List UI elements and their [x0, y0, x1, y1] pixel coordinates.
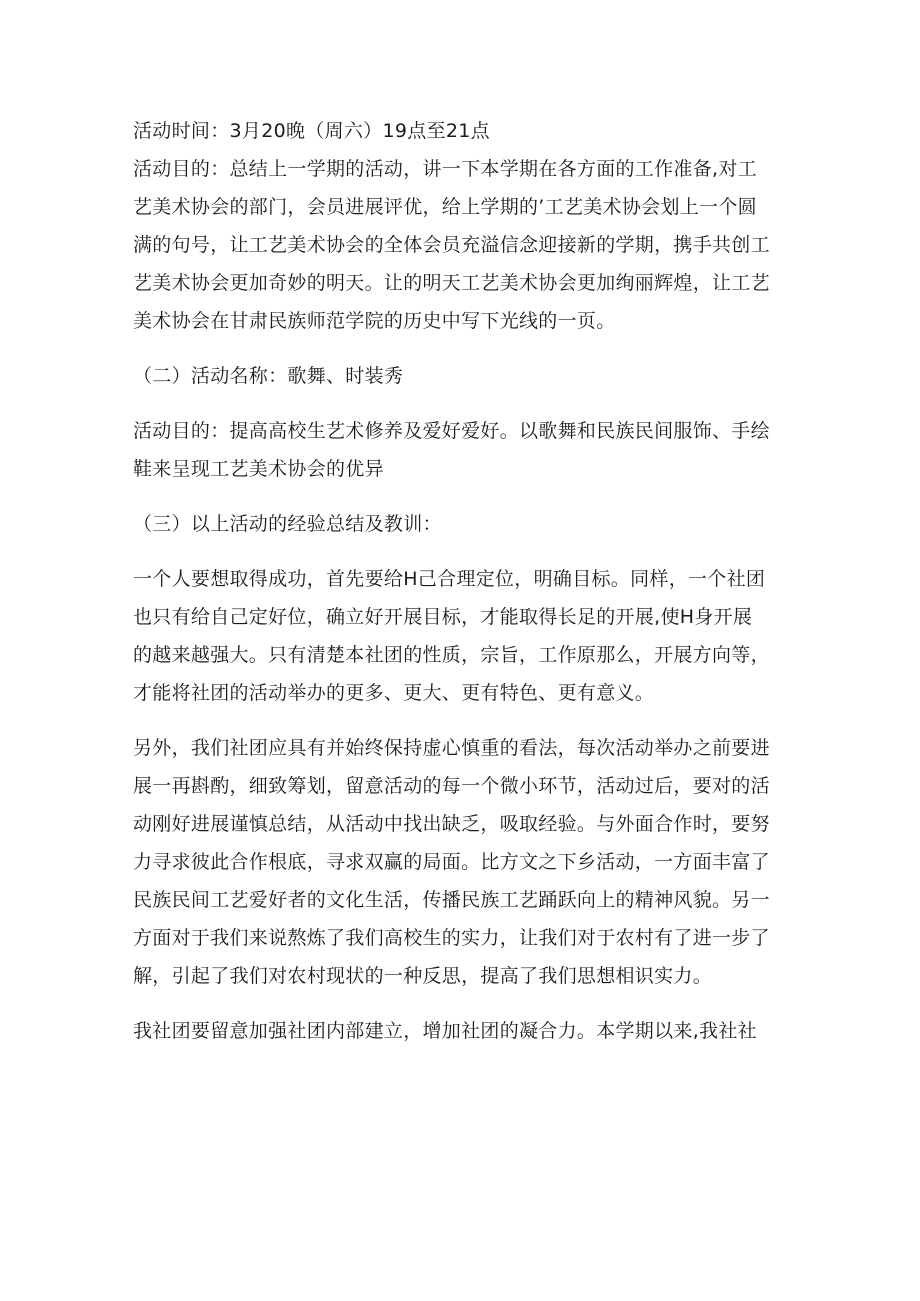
text-line: 鞋来呈现工艺美术协会的优异: [133, 458, 384, 480]
text-line-paragraph-start: 一个人要想取得成功，首先要给H己合理定位，明确目标。同样，一个社团: [133, 568, 766, 590]
text-line: 艺美术协会的部门，会员进展评优，给上学期的’工艺美术协会划上一个圆: [133, 196, 757, 218]
text-line-activity-purpose-2: 活动目的：提高高校生艺术修养及爱好爱好。以歌舞和民族民间服饰、手绘: [133, 420, 770, 442]
document-body: [133, 112, 798, 1050]
text-line: 方面对于我们来说熬炼了我们高校生的实力，让我们对于农村有了进一步了: [133, 927, 770, 949]
text-line-paragraph-start: 另外，我们社团应具有并始终保持虚心慎重的看法，每次活动举办之前要进: [133, 737, 770, 759]
section-heading-3: （三）以上活动的经验总结及教训：: [133, 513, 442, 535]
text-line: 力寻求彼此合作根底，寻求双赢的局面。比方文之下乡活动，一方面丰富了: [133, 851, 770, 873]
text-line-activity-time: 活动时间：3月20晚（周六）19点至21点: [133, 120, 490, 142]
text-line: 美术协会在甘肃民族师范学院的历史中写下光线的一页。: [133, 310, 616, 332]
text-line: 展一再斟酌，细致筹划，留意活动的每一个微小环节，活动过后，要对的活: [133, 775, 770, 797]
text-line: 动刚好进展谨慎总结，从活动中找出缺乏，吸取经验。与外面合作时，要努: [133, 813, 770, 835]
text-line: 解，引起了我们对农村现状的一种反思，提高了我们思想相识实力。: [133, 965, 713, 987]
text-line: 艺美术协会更加奇妙的明天。让的明天工艺美术协会更加绚丽辉煌，让工艺: [133, 272, 770, 294]
text-line: 才能将社团的活动举办的更多、更大、更有特色、更有意义。: [133, 682, 655, 704]
text-line: 也只有给自己定好位，确立好开展目标，才能取得长足的开展,使H身开展: [133, 606, 753, 628]
text-line-paragraph-start: 我社团要留意加强社团内部建立，增加社团的凝合力。本学期以来,我社社: [133, 1020, 757, 1042]
text-line-activity-purpose: 活动目的：总结上一学期的活动，讲一下本学期在各方面的工作准备,对工: [133, 158, 757, 180]
section-heading-2: （二）活动名称：歌舞、时装秀: [133, 365, 404, 387]
text-line: 的越来越强大。只有清楚本社团的性质，宗旨，工作原那么，开展方向等，: [133, 644, 770, 666]
text-line: 满的句号，让工艺美术协会的全体会员充溢信念迎接新的学期，携手共创工: [133, 234, 770, 256]
text-line: 民族民间工艺爱好者的文化生活，传播民族工艺踊跃向上的精神风貌。另一: [133, 889, 770, 911]
